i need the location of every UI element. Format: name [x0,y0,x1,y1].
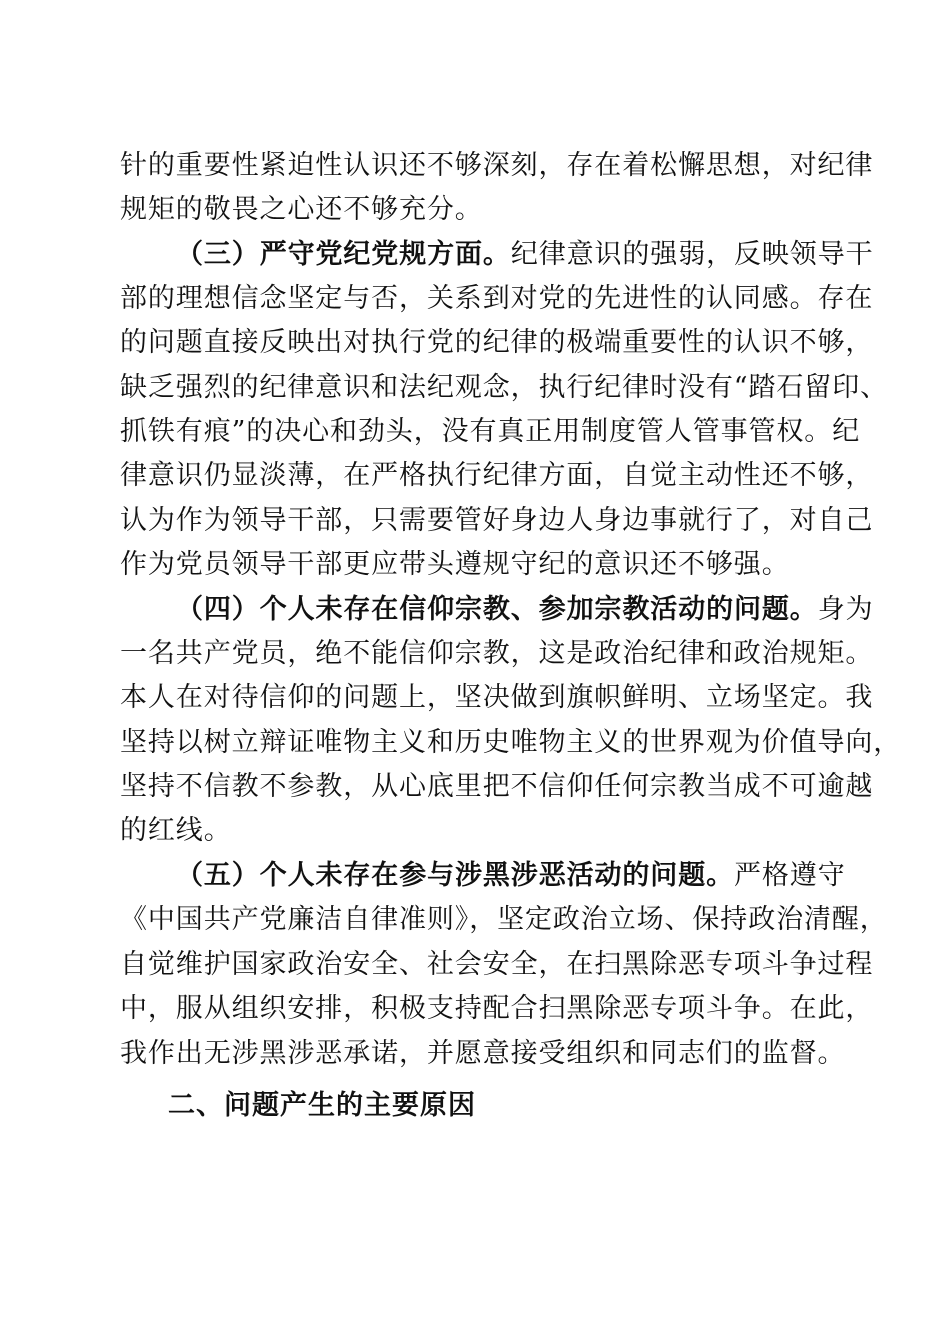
paragraph-line: 一名共产党员，绝不能信仰宗教，这是政治纪律和政治规矩。 [120,638,874,669]
paragraph-line: 部的理想信念坚定与否，关系到对党的先进性的认同感。存在 [120,283,874,314]
paragraph-5-text: 严格遵守 [734,860,846,891]
paragraph-line: 坚持不信教不参教，从心底里把不信仰任何宗教当成不可逾越 [120,771,874,802]
paragraph-line: 我作出无涉黑涉恶承诺，并愿意接受组织和同志们的监督。 [120,1038,846,1069]
paragraph-4-text: 身为 [817,594,874,625]
paragraph-line: 规矩的敬畏之心还不够充分。 [120,194,483,225]
paragraph-line: 针的重要性紧迫性认识还不够深刻，存在着松懈思想，对纪律 [120,150,874,181]
paragraph-line: 律意识仍显淡薄，在严格执行纪律方面，自觉主动性还不够， [120,460,874,491]
paragraph-line: 坚持以树立辩证唯物主义和历史唯物主义的世界观为价值导向， [120,727,902,758]
paragraph-line: 缺乏强烈的纪律意识和法纪观念，执行纪律时没有“踏石留印、 [120,372,889,403]
paragraph-5-first-line [176,858,846,894]
paragraph-line: 本人在对待信仰的问题上，坚决做到旗帜鲜明、立场坚定。我 [120,682,874,713]
paragraph-line: 的红线。 [120,815,232,846]
paragraph-line: 的问题直接反映出对执行党的纪律的极端重要性的认识不够， [120,327,874,358]
paragraph-4-lead: （四）个人未存在信仰宗教、参加宗教活动的问题。 [176,594,818,625]
paragraph-3-first-line [176,237,874,273]
paragraph-line: 作为党员领导干部更应带头遵规守纪的意识还不够强。 [120,549,790,580]
paragraph-line: 自觉维护国家政治安全、社会安全，在扫黑除恶专项斗争过程 [120,949,874,980]
paragraph-line: 抓铁有痕”的决心和劲头，没有真正用制度管人管事管权。纪 [120,416,861,447]
paragraph-line: 认为作为领导干部，只需要管好身边人身边事就行了，对自己 [120,505,874,536]
section-heading: 二、问题产生的主要原因 [168,1090,476,1121]
paragraph-line: 《中国共产党廉洁自律准则》，坚定政治立场、保持政治清醒， [120,904,888,935]
paragraph-5-lead: （五）个人未存在参与涉黑涉恶活动的问题。 [176,860,734,891]
paragraph-line: 中，服从组织安排，积极支持配合扫黑除恶专项斗争。在此， [120,993,874,1024]
paragraph-3-lead: （三）严守党纪党规方面。 [176,239,511,270]
paragraph-3-text: 纪律意识的强弱，反映领导干 [510,239,874,270]
paragraph-4-first-line [176,592,874,628]
